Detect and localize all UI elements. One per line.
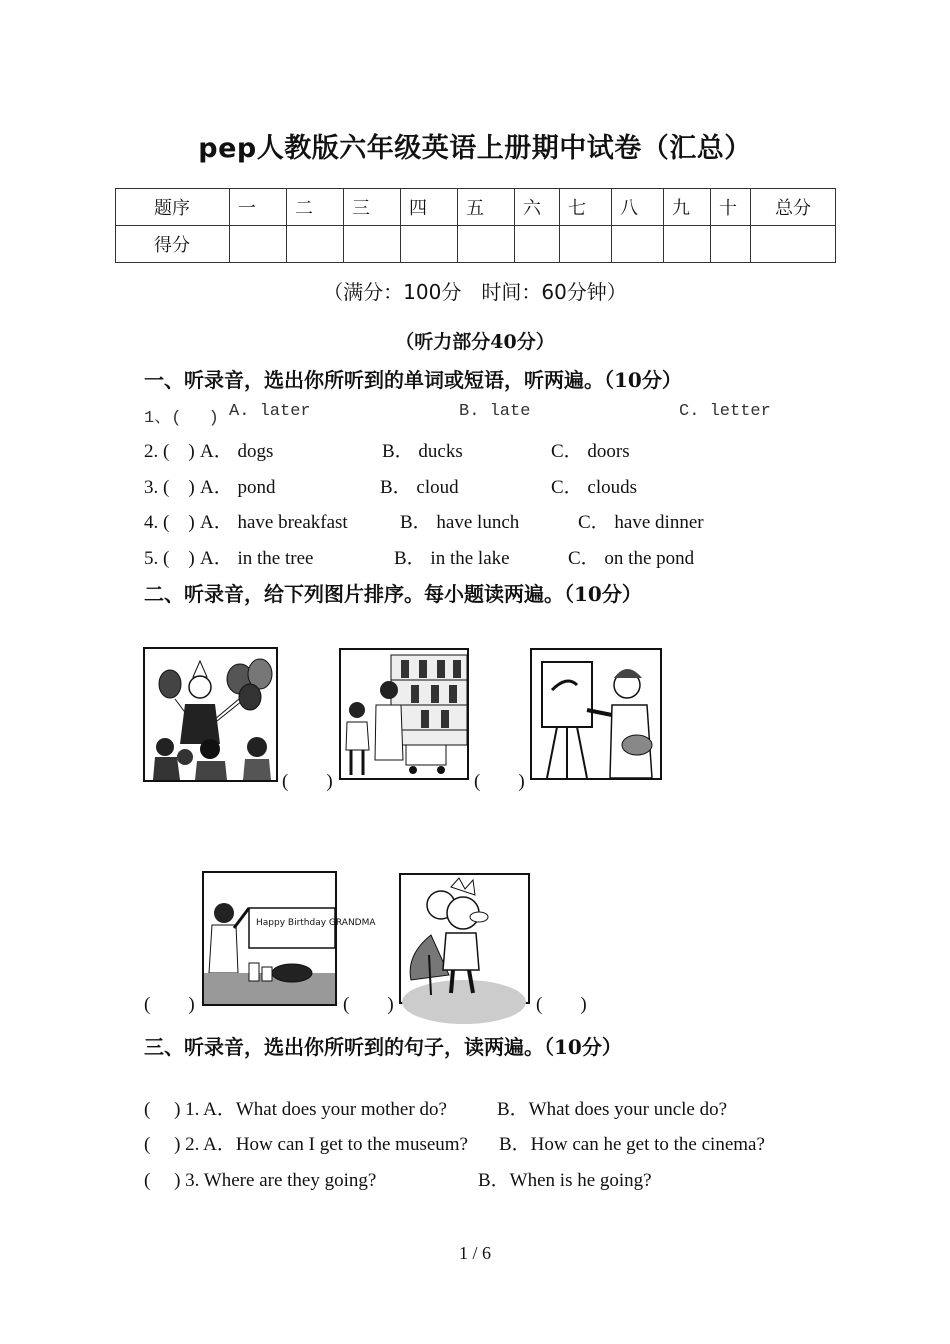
score-blank bbox=[751, 226, 836, 263]
q4-option-c: C． have dinner bbox=[578, 512, 704, 533]
score-blank bbox=[458, 226, 515, 263]
score-cell: 二 bbox=[287, 189, 344, 226]
score-cell: 六 bbox=[515, 189, 560, 226]
q4-number: 4. ( ) bbox=[144, 512, 195, 533]
score-table-score-row bbox=[116, 226, 836, 263]
page-number: 1 / 6 bbox=[458, 1243, 491, 1263]
score-blank bbox=[287, 226, 344, 263]
q2-number: 2. ( ) bbox=[144, 441, 195, 462]
answer-paren: ( ) bbox=[536, 994, 587, 1015]
q5-number: 5. ( ) bbox=[144, 548, 195, 569]
s3-q1-option-a: ( ) 1. A．What does your mother do? bbox=[144, 1099, 447, 1120]
q5-option-a: A． in the tree bbox=[200, 548, 314, 569]
score-cell: 八 bbox=[612, 189, 664, 226]
score-blank bbox=[560, 226, 612, 263]
score-blank bbox=[612, 226, 664, 263]
section1-heading: 一、听录音，选出你所听到的单词或短语，听两遍。（10分） bbox=[144, 368, 682, 392]
answer-paren: ( ) bbox=[144, 994, 195, 1015]
score-blank bbox=[711, 226, 751, 263]
answer-paren: ( ) bbox=[282, 771, 333, 792]
s3-q2-option-a: ( ) 2. A．How can I get to the museum? bbox=[144, 1134, 468, 1155]
q1-option-a: A. later bbox=[229, 402, 311, 421]
q1-number: 1、( ) bbox=[144, 409, 219, 428]
section3-heading: 三、听录音，选出你所听到的句子，读两遍。（10分） bbox=[144, 1035, 622, 1059]
q4-option-b: B． have lunch bbox=[400, 512, 520, 533]
q5-option-b: B． in the lake bbox=[394, 548, 510, 569]
q2-option-a: A． dogs bbox=[200, 441, 274, 462]
score-blank bbox=[344, 226, 401, 263]
s3-q1-option-b: B．What does your uncle do? bbox=[497, 1099, 728, 1120]
birthday-banner-picture bbox=[202, 871, 376, 1006]
score-cell: 一 bbox=[230, 189, 287, 226]
score-cell: 四 bbox=[401, 189, 458, 226]
score-cell: 五 bbox=[458, 189, 515, 226]
q1-option-b: B. late bbox=[459, 402, 531, 421]
part-label: （听力部分40分） bbox=[395, 331, 555, 353]
party-balloons-picture bbox=[143, 647, 278, 782]
s3-q2-option-b: B．How can he get to the cinema? bbox=[499, 1134, 765, 1155]
answer-paren: ( ) bbox=[474, 771, 525, 792]
score-row-label: 得分 bbox=[116, 226, 230, 263]
q2-option-c: C． doors bbox=[551, 441, 630, 462]
score-cell: 九 bbox=[664, 189, 711, 226]
s3-q3-option-a: ( ) 3. Where are they going? bbox=[144, 1170, 377, 1191]
score-cell: 题序 bbox=[116, 189, 230, 226]
score-blank bbox=[515, 226, 560, 263]
score-cell: 七 bbox=[560, 189, 612, 226]
mouse-cape-picture bbox=[399, 873, 530, 1004]
score-cell: 十 bbox=[711, 189, 751, 226]
q3-option-a: A． pond bbox=[200, 477, 276, 498]
score-cell: 三 bbox=[344, 189, 401, 226]
supermarket-picture bbox=[339, 648, 469, 780]
q3-number: 3. ( ) bbox=[144, 477, 195, 498]
s3-q3-option-b: B．When is he going? bbox=[478, 1170, 652, 1191]
q5-option-c: C． on the pond bbox=[568, 548, 695, 569]
q4-option-a: A． have breakfast bbox=[200, 512, 348, 533]
score-cell: 总分 bbox=[751, 189, 836, 226]
q1-option-c: C. letter bbox=[679, 402, 771, 421]
score-blank bbox=[401, 226, 458, 263]
score-blank bbox=[230, 226, 287, 263]
exam-subtitle: （满分：100分 时间：60分钟） bbox=[323, 280, 627, 304]
section2-heading: 二、听录音，给下列图片排序。每小题读两遍。（10分） bbox=[144, 582, 642, 606]
banner-text: Happy Birthday GRANDMA bbox=[256, 918, 376, 928]
page-title: pep人教版六年级英语上册期中试卷（汇总） bbox=[198, 133, 752, 164]
q2-option-b: B． ducks bbox=[382, 441, 463, 462]
score-table bbox=[115, 188, 836, 263]
q3-option-c: C． clouds bbox=[551, 477, 638, 498]
score-table-header-row bbox=[116, 189, 836, 226]
painting-easel-picture bbox=[530, 648, 662, 780]
q3-option-b: B． cloud bbox=[380, 477, 459, 498]
answer-paren: ( ) bbox=[343, 994, 394, 1015]
score-blank bbox=[664, 226, 711, 263]
